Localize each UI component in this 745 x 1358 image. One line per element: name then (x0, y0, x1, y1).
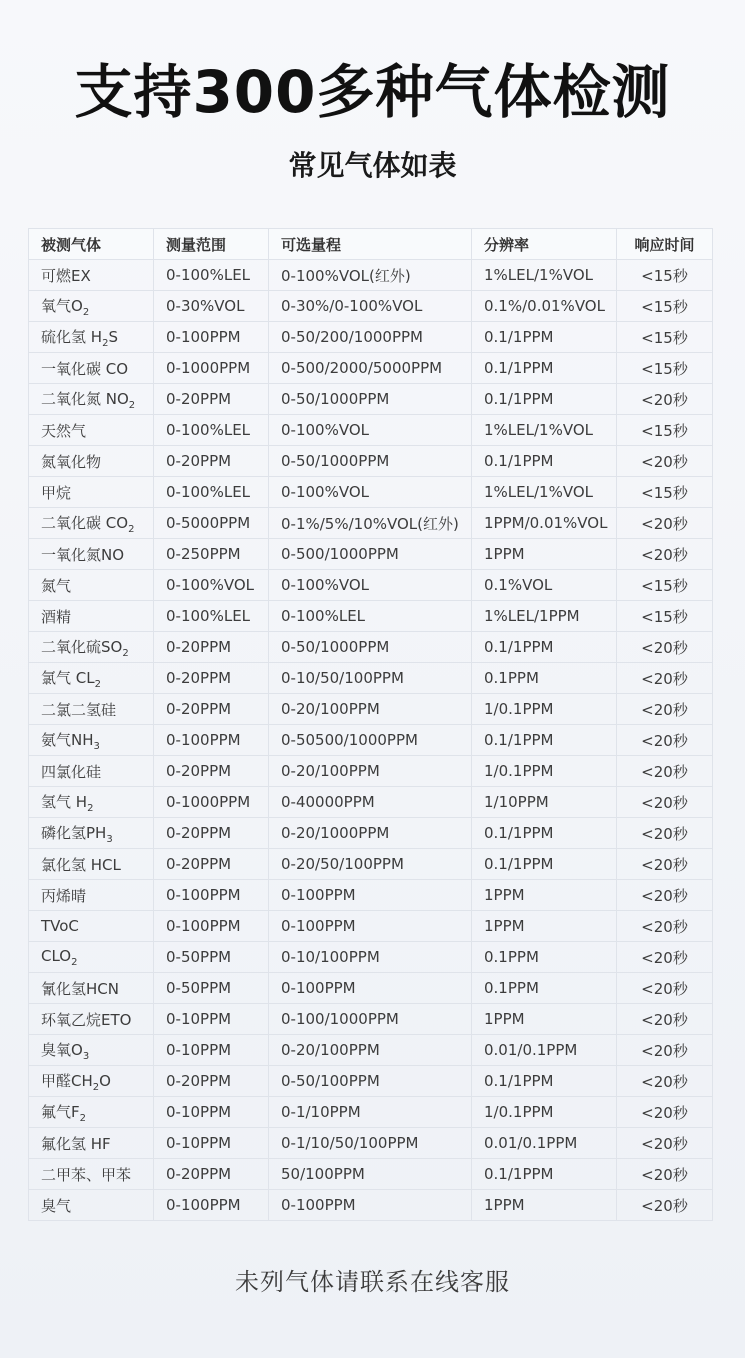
cell-range: 0-100PPM (154, 880, 269, 911)
gas-name: 环氧乙烷ETO (41, 1010, 132, 1029)
page-title: 支持300多种气体检测 (74, 58, 671, 126)
cell-options: 0-20/50/100PPM (269, 849, 472, 880)
cell-gas (29, 1004, 154, 1035)
gas-subscript: 2 (102, 337, 109, 349)
cell-range: 0-20PPM (154, 1159, 269, 1190)
cell-range: 0-10PPM (154, 1004, 269, 1035)
cell-response-time: <20秒 (617, 1159, 713, 1190)
cell-options: 0-1/10/50/100PPM (269, 1128, 472, 1159)
cell-gas (29, 1159, 154, 1190)
cell-response-time: <15秒 (617, 415, 713, 446)
cell-range: 0-20PPM (154, 446, 269, 477)
header-resolution: 分辨率 (472, 229, 617, 260)
table-row (29, 942, 713, 973)
cell-gas (29, 787, 154, 818)
cell-gas (29, 880, 154, 911)
gas-name: 氯气 CL (41, 668, 95, 687)
table-row (29, 756, 713, 787)
cell-response-time: <20秒 (617, 384, 713, 415)
cell-resolution: 1%LEL/1%VOL (472, 415, 617, 446)
gas-name: 氧气O (41, 296, 83, 315)
cell-options: 0-10/100PPM (269, 942, 472, 973)
cell-resolution: 1/0.1PPM (472, 1097, 617, 1128)
cell-options: 0-40000PPM (269, 787, 472, 818)
cell-gas (29, 539, 154, 570)
gas-name: 氯化氢 HCL (41, 855, 121, 874)
cell-resolution: 0.1/1PPM (472, 818, 617, 849)
cell-options: 0-100%LEL (269, 601, 472, 632)
cell-gas (29, 1128, 154, 1159)
cell-gas (29, 508, 154, 539)
cell-response-time: <20秒 (617, 1035, 713, 1066)
cell-gas (29, 384, 154, 415)
cell-options: 0-100PPM (269, 911, 472, 942)
cell-range: 0-20PPM (154, 1066, 269, 1097)
cell-options: 0-100%VOL (269, 415, 472, 446)
cell-response-time: <20秒 (617, 1128, 713, 1159)
cell-options: 0-100%VOL(红外) (269, 260, 472, 291)
header-gas: 被测气体 (29, 229, 154, 260)
cell-options: 0-50/1000PPM (269, 384, 472, 415)
cell-range: 0-10PPM (154, 1128, 269, 1159)
cell-options: 0-500/1000PPM (269, 539, 472, 570)
gas-name: 氢气 H (41, 792, 88, 811)
cell-resolution: 0.1/1PPM (472, 1066, 617, 1097)
cell-response-time: <20秒 (617, 725, 713, 756)
cell-response-time: <20秒 (617, 446, 713, 477)
gas-name: 氰化氢HCN (41, 979, 119, 998)
cell-range: 0-100PPM (154, 1190, 269, 1221)
table-row (29, 384, 713, 415)
cell-resolution: 1PPM/0.01%VOL (472, 508, 617, 539)
cell-response-time: <20秒 (617, 1190, 713, 1221)
gas-name: 天然气 (41, 421, 87, 440)
cell-options: 0-30%/0-100%VOL (269, 291, 472, 322)
cell-response-time: <15秒 (617, 291, 713, 322)
table-row (29, 446, 713, 477)
cell-resolution: 0.1/1PPM (472, 384, 617, 415)
gas-name: 二氧化氮 NO (41, 389, 129, 408)
cell-options: 0-50/1000PPM (269, 632, 472, 663)
cell-options: 0-1/10PPM (269, 1097, 472, 1128)
table-body (29, 260, 713, 1221)
cell-resolution: 1/0.1PPM (472, 756, 617, 787)
cell-range: 0-10PPM (154, 1097, 269, 1128)
cell-gas (29, 1035, 154, 1066)
gas-name: 一氧化碳 CO (41, 359, 129, 378)
cell-range: 0-20PPM (154, 756, 269, 787)
cell-gas (29, 477, 154, 508)
table-row (29, 1097, 713, 1128)
cell-range: 0-20PPM (154, 818, 269, 849)
cell-resolution: 0.1/1PPM (472, 725, 617, 756)
cell-gas (29, 694, 154, 725)
cell-range: 0-100%LEL (154, 601, 269, 632)
cell-response-time: <20秒 (617, 508, 713, 539)
cell-resolution: 0.1%VOL (472, 570, 617, 601)
cell-resolution: 0.1/1PPM (472, 322, 617, 353)
table-row (29, 1035, 713, 1066)
cell-resolution: 0.1/1PPM (472, 446, 617, 477)
gas-name: 二氯二氢硅 (41, 700, 117, 719)
table-row (29, 1159, 713, 1190)
cell-options: 0-100%VOL (269, 570, 472, 601)
cell-response-time: <20秒 (617, 694, 713, 725)
gas-subscript: 2 (92, 1081, 100, 1093)
gas-name: 氮氧化物 (41, 452, 102, 471)
cell-gas (29, 1066, 154, 1097)
cell-range: 0-1000PPM (154, 353, 269, 384)
cell-range: 0-100PPM (154, 322, 269, 353)
table-row (29, 818, 713, 849)
table-row (29, 973, 713, 1004)
cell-gas (29, 1097, 154, 1128)
page-subtitle: 常见气体如表 (288, 149, 457, 182)
table-row (29, 508, 713, 539)
table-row (29, 725, 713, 756)
table-row (29, 1004, 713, 1035)
cell-response-time: <20秒 (617, 849, 713, 880)
cell-resolution: 1/0.1PPM (472, 694, 617, 725)
cell-options: 0-20/100PPM (269, 694, 472, 725)
gas-subscript: 3 (106, 833, 113, 845)
header-options: 可选量程 (269, 229, 472, 260)
cell-response-time: <20秒 (617, 973, 713, 1004)
cell-resolution: 1PPM (472, 1004, 617, 1035)
cell-range: 0-100%LEL (154, 415, 269, 446)
cell-resolution: 0.1/1PPM (472, 632, 617, 663)
cell-range: 0-10PPM (154, 1035, 269, 1066)
table-row (29, 880, 713, 911)
cell-range: 0-100PPM (154, 911, 269, 942)
table-row (29, 632, 713, 663)
gas-name: 臭氧O (41, 1040, 83, 1059)
cell-range: 0-5000PPM (154, 508, 269, 539)
table-row (29, 322, 713, 353)
gas-subscript: 2 (79, 1112, 87, 1124)
gas-subscript: 2 (122, 647, 129, 659)
gas-name: 臭气 (41, 1196, 72, 1215)
table-row (29, 1190, 713, 1221)
gas-subscript: 2 (128, 523, 135, 535)
header-response-time: 响应时间 (617, 229, 713, 260)
cell-options: 0-50/100PPM (269, 1066, 472, 1097)
gas-name: 磷化氢PH (41, 823, 107, 842)
cell-gas (29, 446, 154, 477)
cell-options: 0-100PPM (269, 880, 472, 911)
gas-subscript: 2 (71, 956, 78, 968)
cell-response-time: <15秒 (617, 477, 713, 508)
cell-options: 0-20/100PPM (269, 1035, 472, 1066)
cell-options: 0-50/200/1000PPM (269, 322, 472, 353)
gas-name: 丙烯晴 (41, 886, 87, 905)
cell-options: 0-100PPM (269, 1190, 472, 1221)
cell-response-time: <15秒 (617, 322, 713, 353)
cell-gas (29, 260, 154, 291)
cell-resolution: 0.1/1PPM (472, 353, 617, 384)
gas-name: TVoC (41, 917, 79, 935)
gas-name: 二氧化碳 CO (41, 513, 129, 532)
cell-gas (29, 601, 154, 632)
cell-resolution: 1PPM (472, 911, 617, 942)
cell-resolution: 1%LEL/1%VOL (472, 260, 617, 291)
gas-name: 氮气 (41, 576, 72, 595)
gas-name: 四氯化硅 (41, 762, 102, 781)
cell-range: 0-50PPM (154, 973, 269, 1004)
cell-range: 0-20PPM (154, 632, 269, 663)
gas-spec-table (28, 228, 713, 1221)
gas-subscript: 3 (82, 1050, 90, 1062)
table-row (29, 570, 713, 601)
gas-subscript: 2 (82, 306, 90, 318)
table-row (29, 694, 713, 725)
cell-response-time: <20秒 (617, 1097, 713, 1128)
cell-response-time: <20秒 (617, 632, 713, 663)
cell-options: 0-100PPM (269, 973, 472, 1004)
gas-name: 二氧化硫SO (41, 637, 123, 656)
cell-gas (29, 973, 154, 1004)
cell-resolution: 0.1PPM (472, 973, 617, 1004)
gas-name: 氟化氢 HF (41, 1134, 111, 1153)
table-row (29, 415, 713, 446)
gas-name: 氟气F (41, 1102, 80, 1121)
cell-resolution: 0.01/0.1PPM (472, 1035, 617, 1066)
cell-gas (29, 849, 154, 880)
gas-name: 氨气NH (41, 730, 94, 749)
cell-resolution: 0.1PPM (472, 663, 617, 694)
cell-resolution: 1PPM (472, 539, 617, 570)
cell-response-time: <20秒 (617, 539, 713, 570)
cell-response-time: <20秒 (617, 942, 713, 973)
cell-options: 0-20/1000PPM (269, 818, 472, 849)
cell-gas (29, 415, 154, 446)
cell-response-time: <20秒 (617, 911, 713, 942)
cell-response-time: <20秒 (617, 1004, 713, 1035)
cell-resolution: 1%LEL/1%VOL (472, 477, 617, 508)
cell-response-time: <15秒 (617, 260, 713, 291)
cell-resolution: 0.1PPM (472, 942, 617, 973)
cell-range: 0-100%LEL (154, 260, 269, 291)
cell-resolution: 0.1/1PPM (472, 1159, 617, 1190)
cell-gas (29, 632, 154, 663)
cell-resolution: 1/10PPM (472, 787, 617, 818)
gas-suffix: S (108, 327, 118, 346)
cell-response-time: <20秒 (617, 818, 713, 849)
table-row (29, 663, 713, 694)
gas-subscript: 2 (94, 678, 101, 690)
cell-response-time: <20秒 (617, 756, 713, 787)
cell-options: 0-20/100PPM (269, 756, 472, 787)
cell-options: 0-500/2000/5000PPM (269, 353, 472, 384)
cell-gas (29, 725, 154, 756)
table-row (29, 1066, 713, 1097)
cell-gas (29, 911, 154, 942)
table-row (29, 911, 713, 942)
cell-range: 0-20PPM (154, 663, 269, 694)
cell-range: 0-30%VOL (154, 291, 269, 322)
footer-note: 未列气体请联系在线客服 (235, 1268, 510, 1296)
table-row (29, 539, 713, 570)
cell-range: 0-250PPM (154, 539, 269, 570)
cell-response-time: <15秒 (617, 353, 713, 384)
cell-gas (29, 570, 154, 601)
cell-range: 0-100%VOL (154, 570, 269, 601)
cell-options: 0-50500/1000PPM (269, 725, 472, 756)
cell-gas (29, 1190, 154, 1221)
cell-resolution: 0.1%/0.01%VOL (472, 291, 617, 322)
cell-resolution: 1PPM (472, 880, 617, 911)
cell-response-time: <20秒 (617, 880, 713, 911)
cell-gas (29, 942, 154, 973)
header-range: 测量范围 (154, 229, 269, 260)
cell-range: 0-100PPM (154, 725, 269, 756)
cell-range: 0-50PPM (154, 942, 269, 973)
cell-response-time: <20秒 (617, 663, 713, 694)
cell-gas (29, 322, 154, 353)
table-row (29, 787, 713, 818)
cell-gas (29, 663, 154, 694)
gas-name: 甲烷 (41, 483, 72, 502)
cell-options: 0-100/1000PPM (269, 1004, 472, 1035)
cell-gas (29, 818, 154, 849)
table-header-row (29, 229, 713, 260)
cell-options: 0-50/1000PPM (269, 446, 472, 477)
table-row (29, 601, 713, 632)
cell-range: 0-20PPM (154, 849, 269, 880)
cell-response-time: <20秒 (617, 787, 713, 818)
cell-options: 0-1%/5%/10%VOL(红外) (269, 508, 472, 539)
gas-name: 二甲苯、甲苯 (41, 1165, 132, 1184)
table-row (29, 260, 713, 291)
gas-name: 甲醛CH (41, 1071, 93, 1090)
table-row (29, 1128, 713, 1159)
cell-options: 50/100PPM (269, 1159, 472, 1190)
cell-options: 0-10/50/100PPM (269, 663, 472, 694)
gas-name: 酒精 (41, 607, 72, 626)
table-row (29, 291, 713, 322)
cell-response-time: <20秒 (617, 1066, 713, 1097)
cell-resolution: 1PPM (472, 1190, 617, 1221)
gas-name: 硫化氢 H (41, 327, 103, 346)
cell-range: 0-1000PPM (154, 787, 269, 818)
gas-name: 可燃EX (41, 266, 91, 285)
cell-gas (29, 756, 154, 787)
cell-resolution: 0.01/0.1PPM (472, 1128, 617, 1159)
table-row (29, 353, 713, 384)
cell-gas (29, 353, 154, 384)
cell-range: 0-20PPM (154, 694, 269, 725)
cell-range: 0-100%LEL (154, 477, 269, 508)
gas-suffix: O (99, 1071, 111, 1090)
cell-options: 0-100%VOL (269, 477, 472, 508)
cell-resolution: 0.1/1PPM (472, 849, 617, 880)
gas-name: 一氧化氮NO (41, 545, 125, 564)
gas-subscript: 3 (93, 740, 100, 752)
table-row (29, 477, 713, 508)
cell-resolution: 1%LEL/1PPM (472, 601, 617, 632)
gas-name: CLO (41, 946, 72, 965)
cell-gas (29, 291, 154, 322)
cell-range: 0-20PPM (154, 384, 269, 415)
table-row (29, 849, 713, 880)
gas-subscript: 2 (128, 399, 136, 411)
cell-response-time: <15秒 (617, 601, 713, 632)
cell-response-time: <15秒 (617, 570, 713, 601)
gas-subscript: 2 (87, 802, 94, 814)
